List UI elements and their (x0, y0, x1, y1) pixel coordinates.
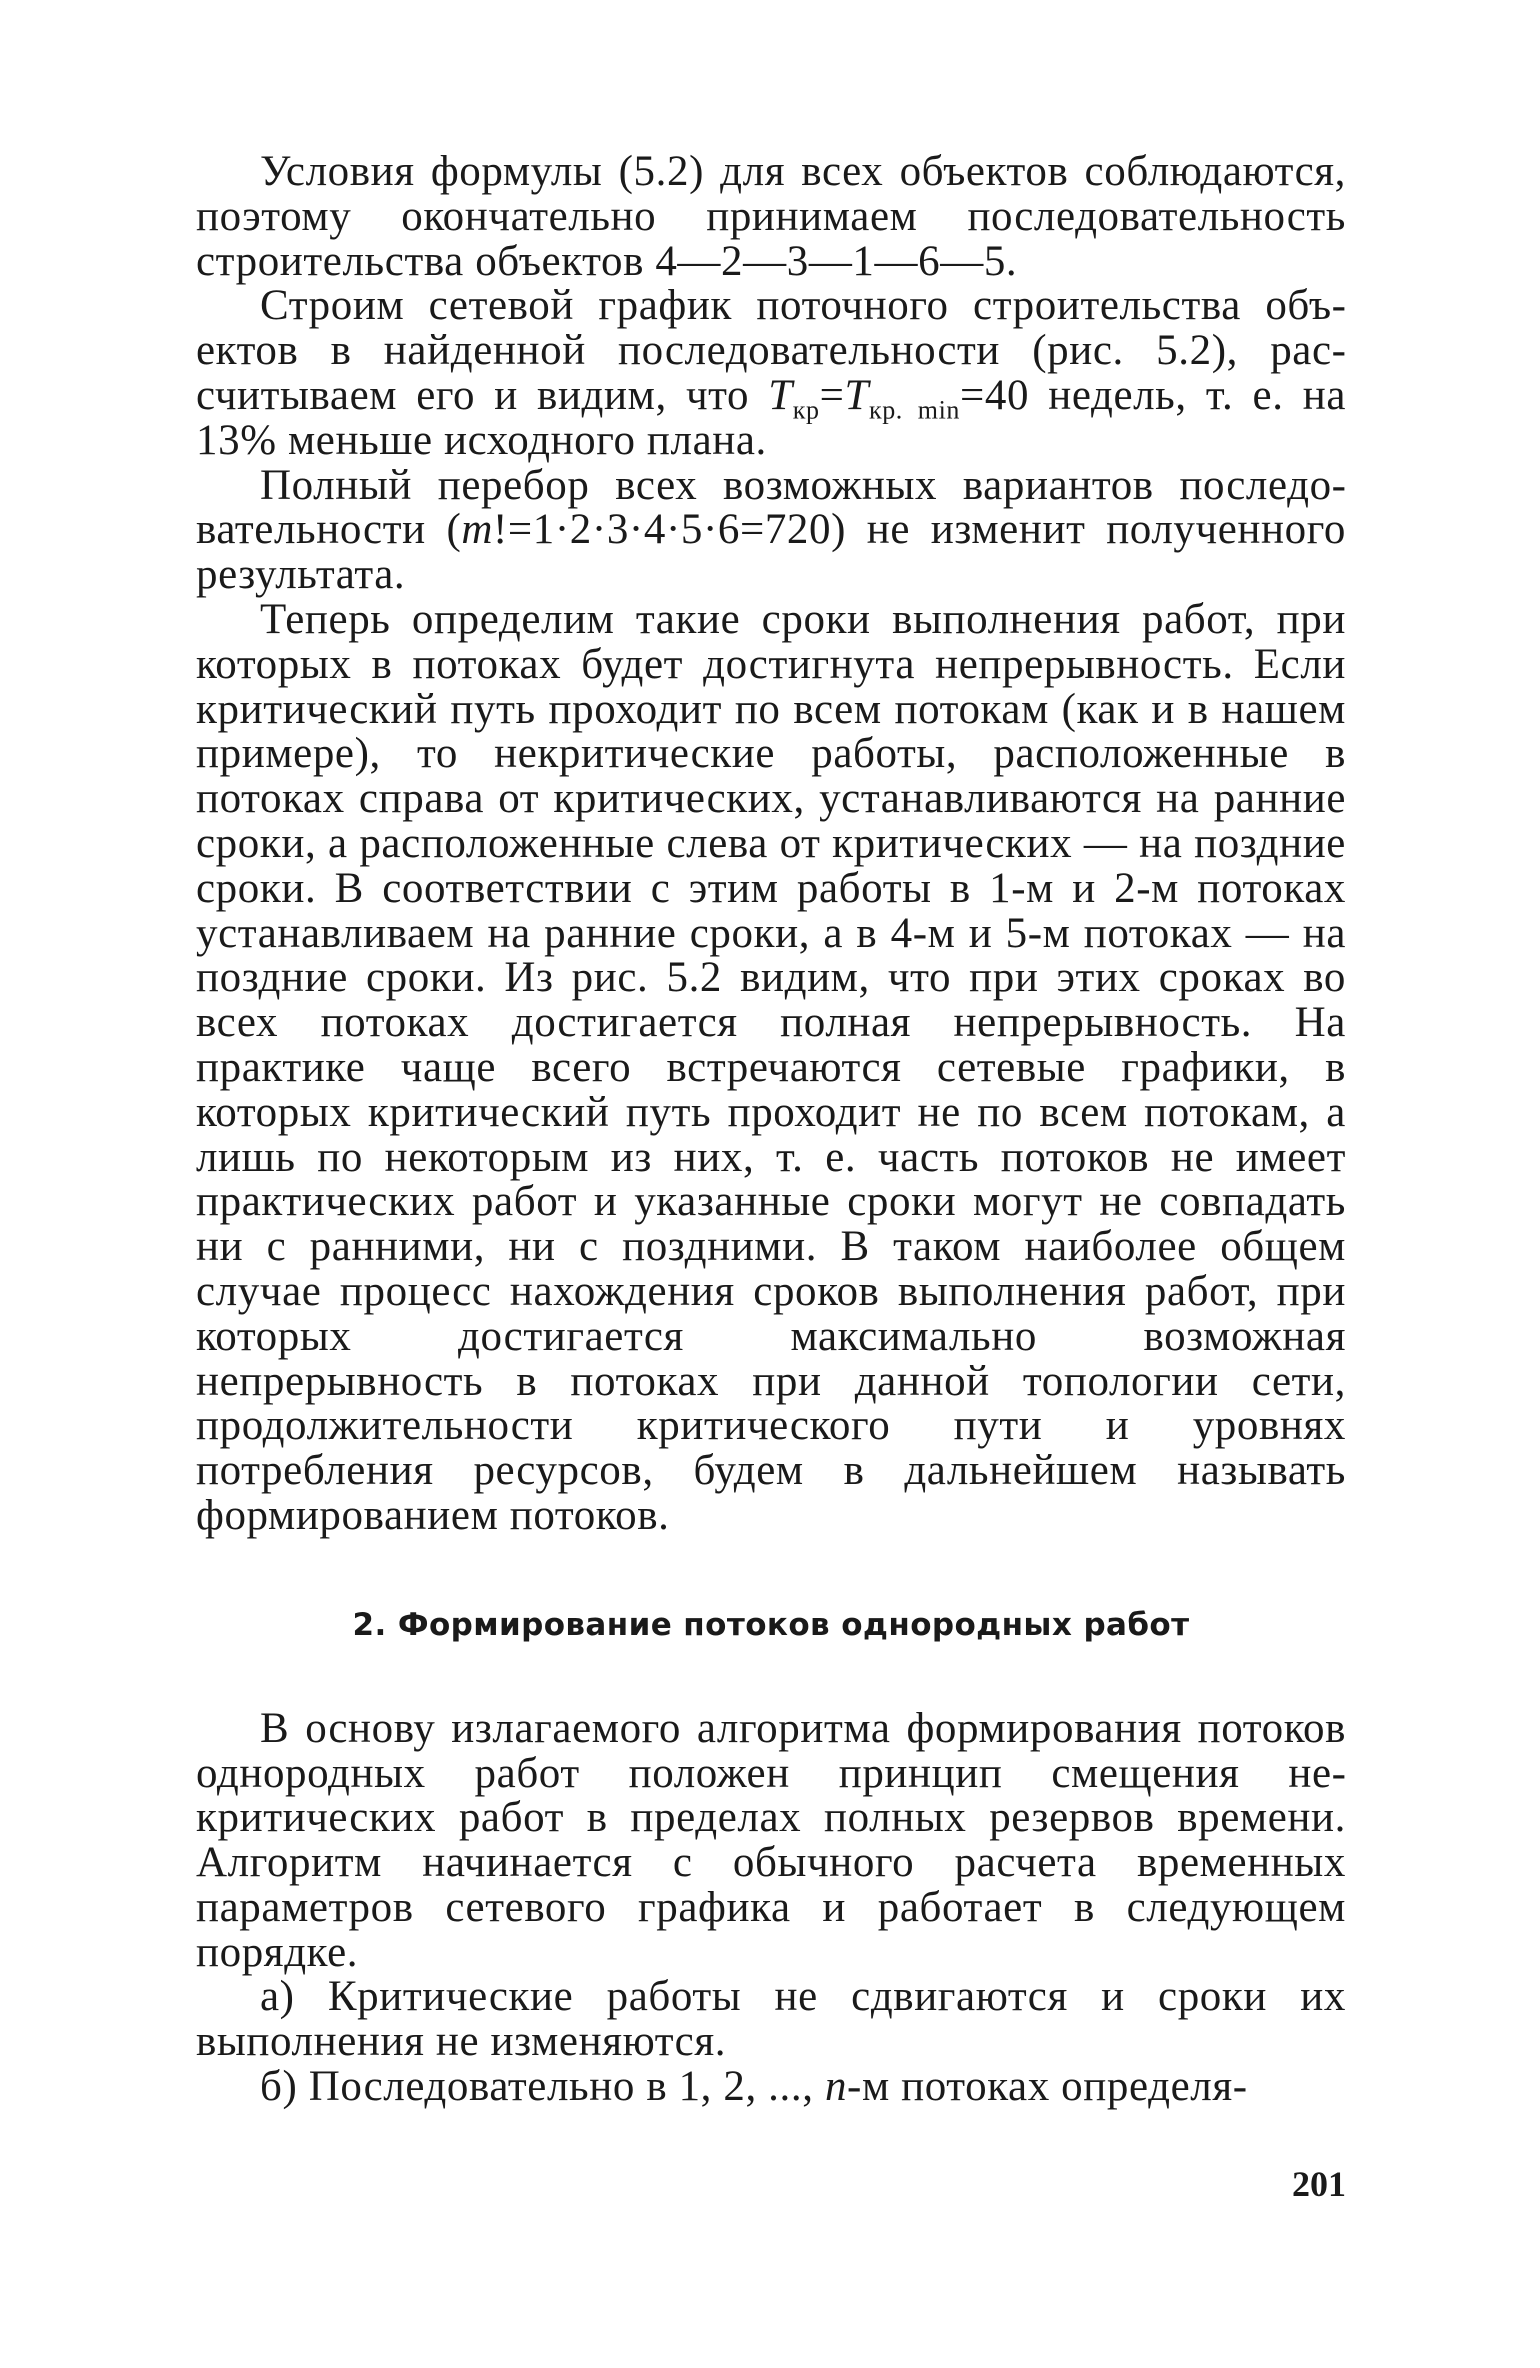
paragraph-step-b (196, 2065, 1346, 2110)
page-body (196, 150, 1346, 2110)
paragraph-network-graph-text-1: Строим сетевой график поточного строительства объектов в найденной последовательности (рис. 5.2), рассчитываем его и видим, что (196, 282, 1346, 419)
paragraph-full-enumeration-text-2: !=1·2·3·4·5·6=720) не изменит полученного результата. (196, 506, 1346, 599)
paragraph-step-b-text-2: -м потоках определя- (847, 2063, 1248, 2111)
t-kr-subscript: кр (792, 395, 820, 425)
page-number: 201 (1292, 2164, 1346, 2204)
paragraph-network-graph: Строим сетевой график поточного строительства объектов в найденной последовательности (рис. 5.2), рассчитываем его и видим, что $T_{кр}=T_{кр. min}=40$ недель, т. е. на 13% меньше исходного плана. (196, 282, 1346, 464)
paragraph-network-graph-text-2: =40 недель, т. е. на 13% меньше исходного плана. (196, 371, 1346, 464)
t-kr-min-subscript: кр. min (868, 395, 961, 425)
t-kr-min-symbol: T (844, 371, 869, 419)
t-kr-symbol: T (768, 371, 793, 419)
m-symbol: m (461, 506, 494, 554)
paragraph-step-b-text-1: б) Последовательно в 1, 2, ..., (260, 2063, 825, 2111)
paragraph-full-enumeration-text-1: Полный перебор всех возможных вариантов последовательности ( (196, 461, 1346, 554)
paragraph-algorithm-basis: В основу излагаемого алгоритма формирования потоков однородных работ положен принцип смещения некритических работ в пределах полных резервов времени. Алгоритм начинается с обычного расчета временных параметров сетевого графика и работает в следующем порядке. (196, 1704, 1346, 1976)
section-heading: 2. Формирование потоков однородных работ (352, 1606, 1190, 1643)
paragraph-full-enumeration (196, 461, 1346, 599)
paragraph-conditions: Условия формулы (5.2) для всех объектов соблюдаются, поэтому окончательно принимаем последовательность строительства объектов 4—2—3—1—6—5. (196, 148, 1346, 285)
paragraph-step-a: а) Критические работы не сдвигаются и сроки их выполнения не изменяются. (196, 1973, 1346, 2066)
n-symbol: n (824, 2063, 848, 2111)
paragraph-flow-continuity: Теперь определим такие сроки выполнения работ, при которых в потоках будет достигнута непрерывность. Если критический путь проходит по всем потокам (как и в нашем примере), то некритические работы, расположенные в потоках справа от критических, устанавливаются на ранние сроки, а расположенные слева от критических — на поздние сроки. В соответствии с этим работы в 1-м и 2-м потоках устанавливаем на ранние сроки, а в 4-м и 5-м потоках — на поздние сроки. Из рис. 5.2 видим, что при этих сроках во всех потоках достигается полная непрерывность. На практике чаще всего встречаются сетевые графики, в которых критический путь проходит не по всем потокам, а лишь по некоторым из них, т. е. часть потоков не имеет практических работ и указанные сроки могут не совпадать ни с ранними, ни с поздними. В таком наиболее общем случае процесс нахождения сроков выполнения работ, при которых достигается максимально возможная непрерывность в потоках при данной топологии сети, продолжительности критического пути и уровнях потребления ресурсов, будем в дальнейшем называть формированием потоков. (196, 595, 1346, 1539)
